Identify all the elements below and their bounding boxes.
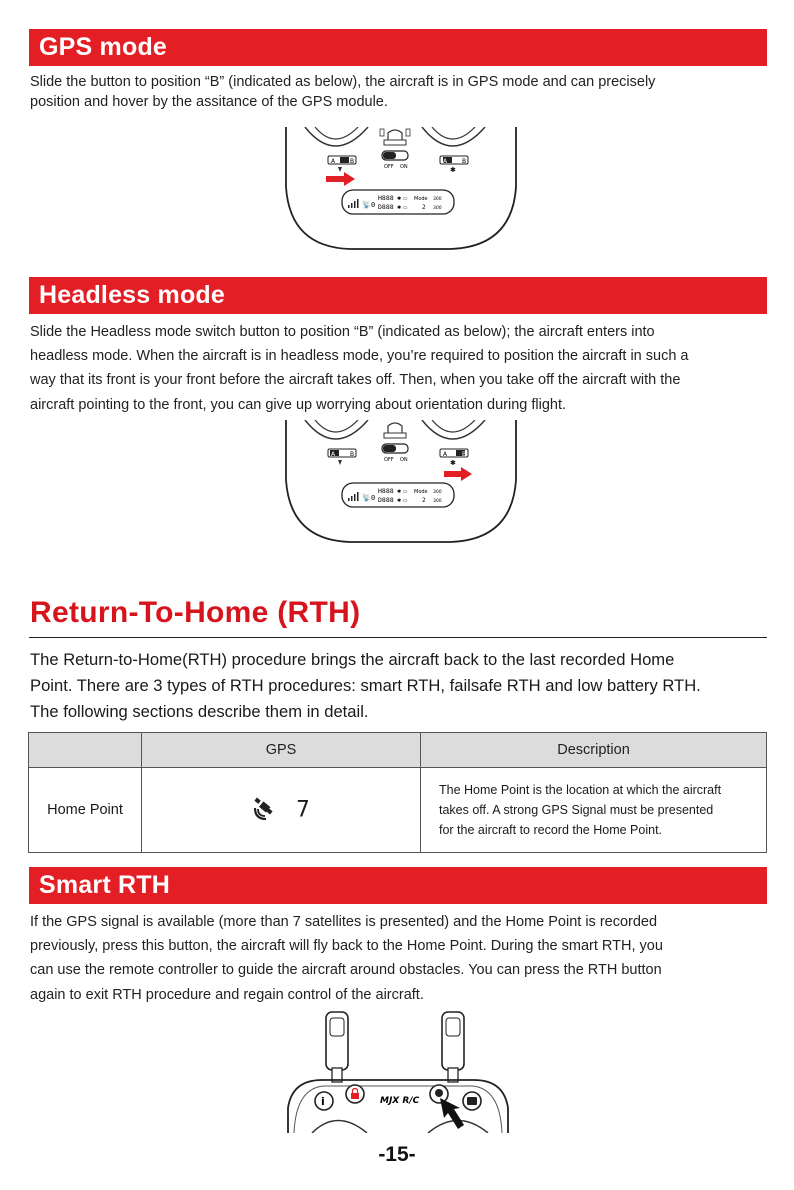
mode-value: 300 xyxy=(433,206,442,211)
rth-intro-text xyxy=(30,647,770,725)
gps-mode-text xyxy=(30,72,770,112)
text-line: previously, press this button, the aircraft will fly back to the Home Point. During the smart RTH, you xyxy=(30,938,663,955)
section-divider xyxy=(29,637,767,638)
gps-mode-banner xyxy=(29,29,767,66)
red-arrow-icon xyxy=(444,467,472,481)
left-antenna xyxy=(326,1012,348,1082)
brand-logo: MJX R/C xyxy=(380,1096,420,1106)
switch-a-label: A xyxy=(331,158,336,165)
gps-satellite-count: 7 xyxy=(296,797,310,823)
text-line: The following sections describe them in detail. xyxy=(30,702,369,721)
smart-rth-banner xyxy=(29,867,767,904)
home-point-label: Home Point xyxy=(29,768,142,853)
text-line: position and hover by the assitance of the GPS module. xyxy=(30,94,388,110)
mode-label: Mode xyxy=(414,196,428,202)
off-label: OFF xyxy=(384,164,394,170)
off-label: OFF xyxy=(384,457,394,463)
lcd-digit: 0 xyxy=(371,494,376,502)
gps-indicator-cell xyxy=(142,768,421,853)
lcd-indicator-icon: ✱ ▭ xyxy=(397,498,408,504)
text-line: If the GPS signal is available (more than 7 satellites is presented) and the Home Point is recorded xyxy=(30,914,658,930)
headless-mode-banner xyxy=(29,277,767,314)
switch-a-label: A xyxy=(331,451,336,458)
text-line: can use the remote controller to guide the aircraft around obstacles. You can press the RTH button xyxy=(30,962,662,979)
headless-mode-title: Headless mode xyxy=(39,281,226,309)
switch-b-label: B xyxy=(350,451,355,458)
sun-icon: ✱ xyxy=(450,459,456,467)
on-label: ON xyxy=(400,164,408,170)
lcd-indicator-icon: ✱ ▭ xyxy=(397,196,408,202)
gps-satellite-icon xyxy=(252,797,292,823)
headless-mode-text xyxy=(30,320,770,417)
switch-a-label: A xyxy=(443,451,448,458)
text-line: for the aircraft to record the Home Point. xyxy=(439,823,663,837)
controller-headless-illustration xyxy=(280,420,520,545)
table-header-empty xyxy=(29,733,142,768)
rth-section-title: Return-To-Home (RTH) xyxy=(30,596,361,629)
lcd-indicator-icon: ✱ ▭ xyxy=(397,205,408,211)
controller-rth-illustration xyxy=(282,1008,514,1133)
text-line: aircraft pointing to the front, you can give up worrying about orientation during flight. xyxy=(30,396,567,413)
home-icon xyxy=(435,1089,443,1097)
text-line: again to exit RTH procedure and regain control of the aircraft. xyxy=(30,986,424,1003)
mode-value: 300 xyxy=(433,490,442,495)
home-point-description xyxy=(421,768,767,853)
info-icon: i xyxy=(321,1095,325,1108)
lcd-indicator-icon: ✱ ▭ xyxy=(397,489,408,495)
mode-label: Mode xyxy=(414,489,428,495)
gps-mode-title: GPS mode xyxy=(39,33,168,61)
sun-icon: ✱ xyxy=(450,166,456,174)
lcd-digit: 0 xyxy=(371,201,376,209)
table-header-description: Description xyxy=(421,733,767,768)
text-line: Slide the button to position “B” (indicated as below), the aircraft is in GPS mode and can precisely xyxy=(30,74,656,90)
satellite-icon: 📡 xyxy=(362,494,371,502)
table-header-gps: GPS xyxy=(142,733,421,768)
table-row xyxy=(29,768,767,853)
text-line: Point. There are 3 types of RTH procedures: smart RTH, failsafe RTH and low battery RTH. xyxy=(30,676,701,695)
smart-rth-text xyxy=(30,910,770,1007)
smart-rth-title: Smart RTH xyxy=(39,871,170,899)
lock-icon xyxy=(351,1093,359,1099)
table-header-row xyxy=(29,733,767,768)
mode-value: 300 xyxy=(433,197,442,202)
text-line: headless mode. When the aircraft is in headless mode, you’re required to position the aircraft in such a xyxy=(30,348,689,365)
text-line: way that its front is your front before the aircraft takes off. Then, when you take off the aircraft with the xyxy=(30,372,681,389)
lcd-top-readout: H888 xyxy=(378,194,394,202)
switch-a-label: A xyxy=(443,158,448,165)
text-line: The Return-to-Home(RTH) procedure brings the aircraft back to the last recorded Home xyxy=(30,650,675,669)
home-point-table xyxy=(28,732,767,853)
lcd-bottom-readout: D888 xyxy=(378,203,394,211)
switch-b-label: B xyxy=(462,451,467,458)
lcd-bottom-readout: D888 xyxy=(378,496,394,504)
right-antenna xyxy=(442,1012,464,1082)
red-arrow-icon xyxy=(326,172,355,186)
camera-icon xyxy=(467,1097,477,1105)
page-number: -15- xyxy=(378,1143,416,1166)
mode-value: 300 xyxy=(433,499,442,504)
pointer-arrow-icon xyxy=(440,1098,464,1129)
lcd-top-readout: H888 xyxy=(378,487,394,495)
lcd-digit: 2 xyxy=(422,204,426,211)
text-line: Slide the Headless mode switch button to position “B” (indicated as below); the aircraft enters into xyxy=(30,324,655,340)
controller-gps-illustration xyxy=(280,127,520,252)
switch-b-label: B xyxy=(350,158,355,165)
text-line: takes off. A strong GPS Signal must be presented xyxy=(439,803,714,817)
lcd-digit: 2 xyxy=(422,497,426,504)
switch-b-label: B xyxy=(462,158,467,165)
satellite-icon: 📡 xyxy=(362,201,371,209)
on-label: ON xyxy=(400,457,408,463)
text-line: The Home Point is the location at which the aircraft xyxy=(439,783,722,797)
